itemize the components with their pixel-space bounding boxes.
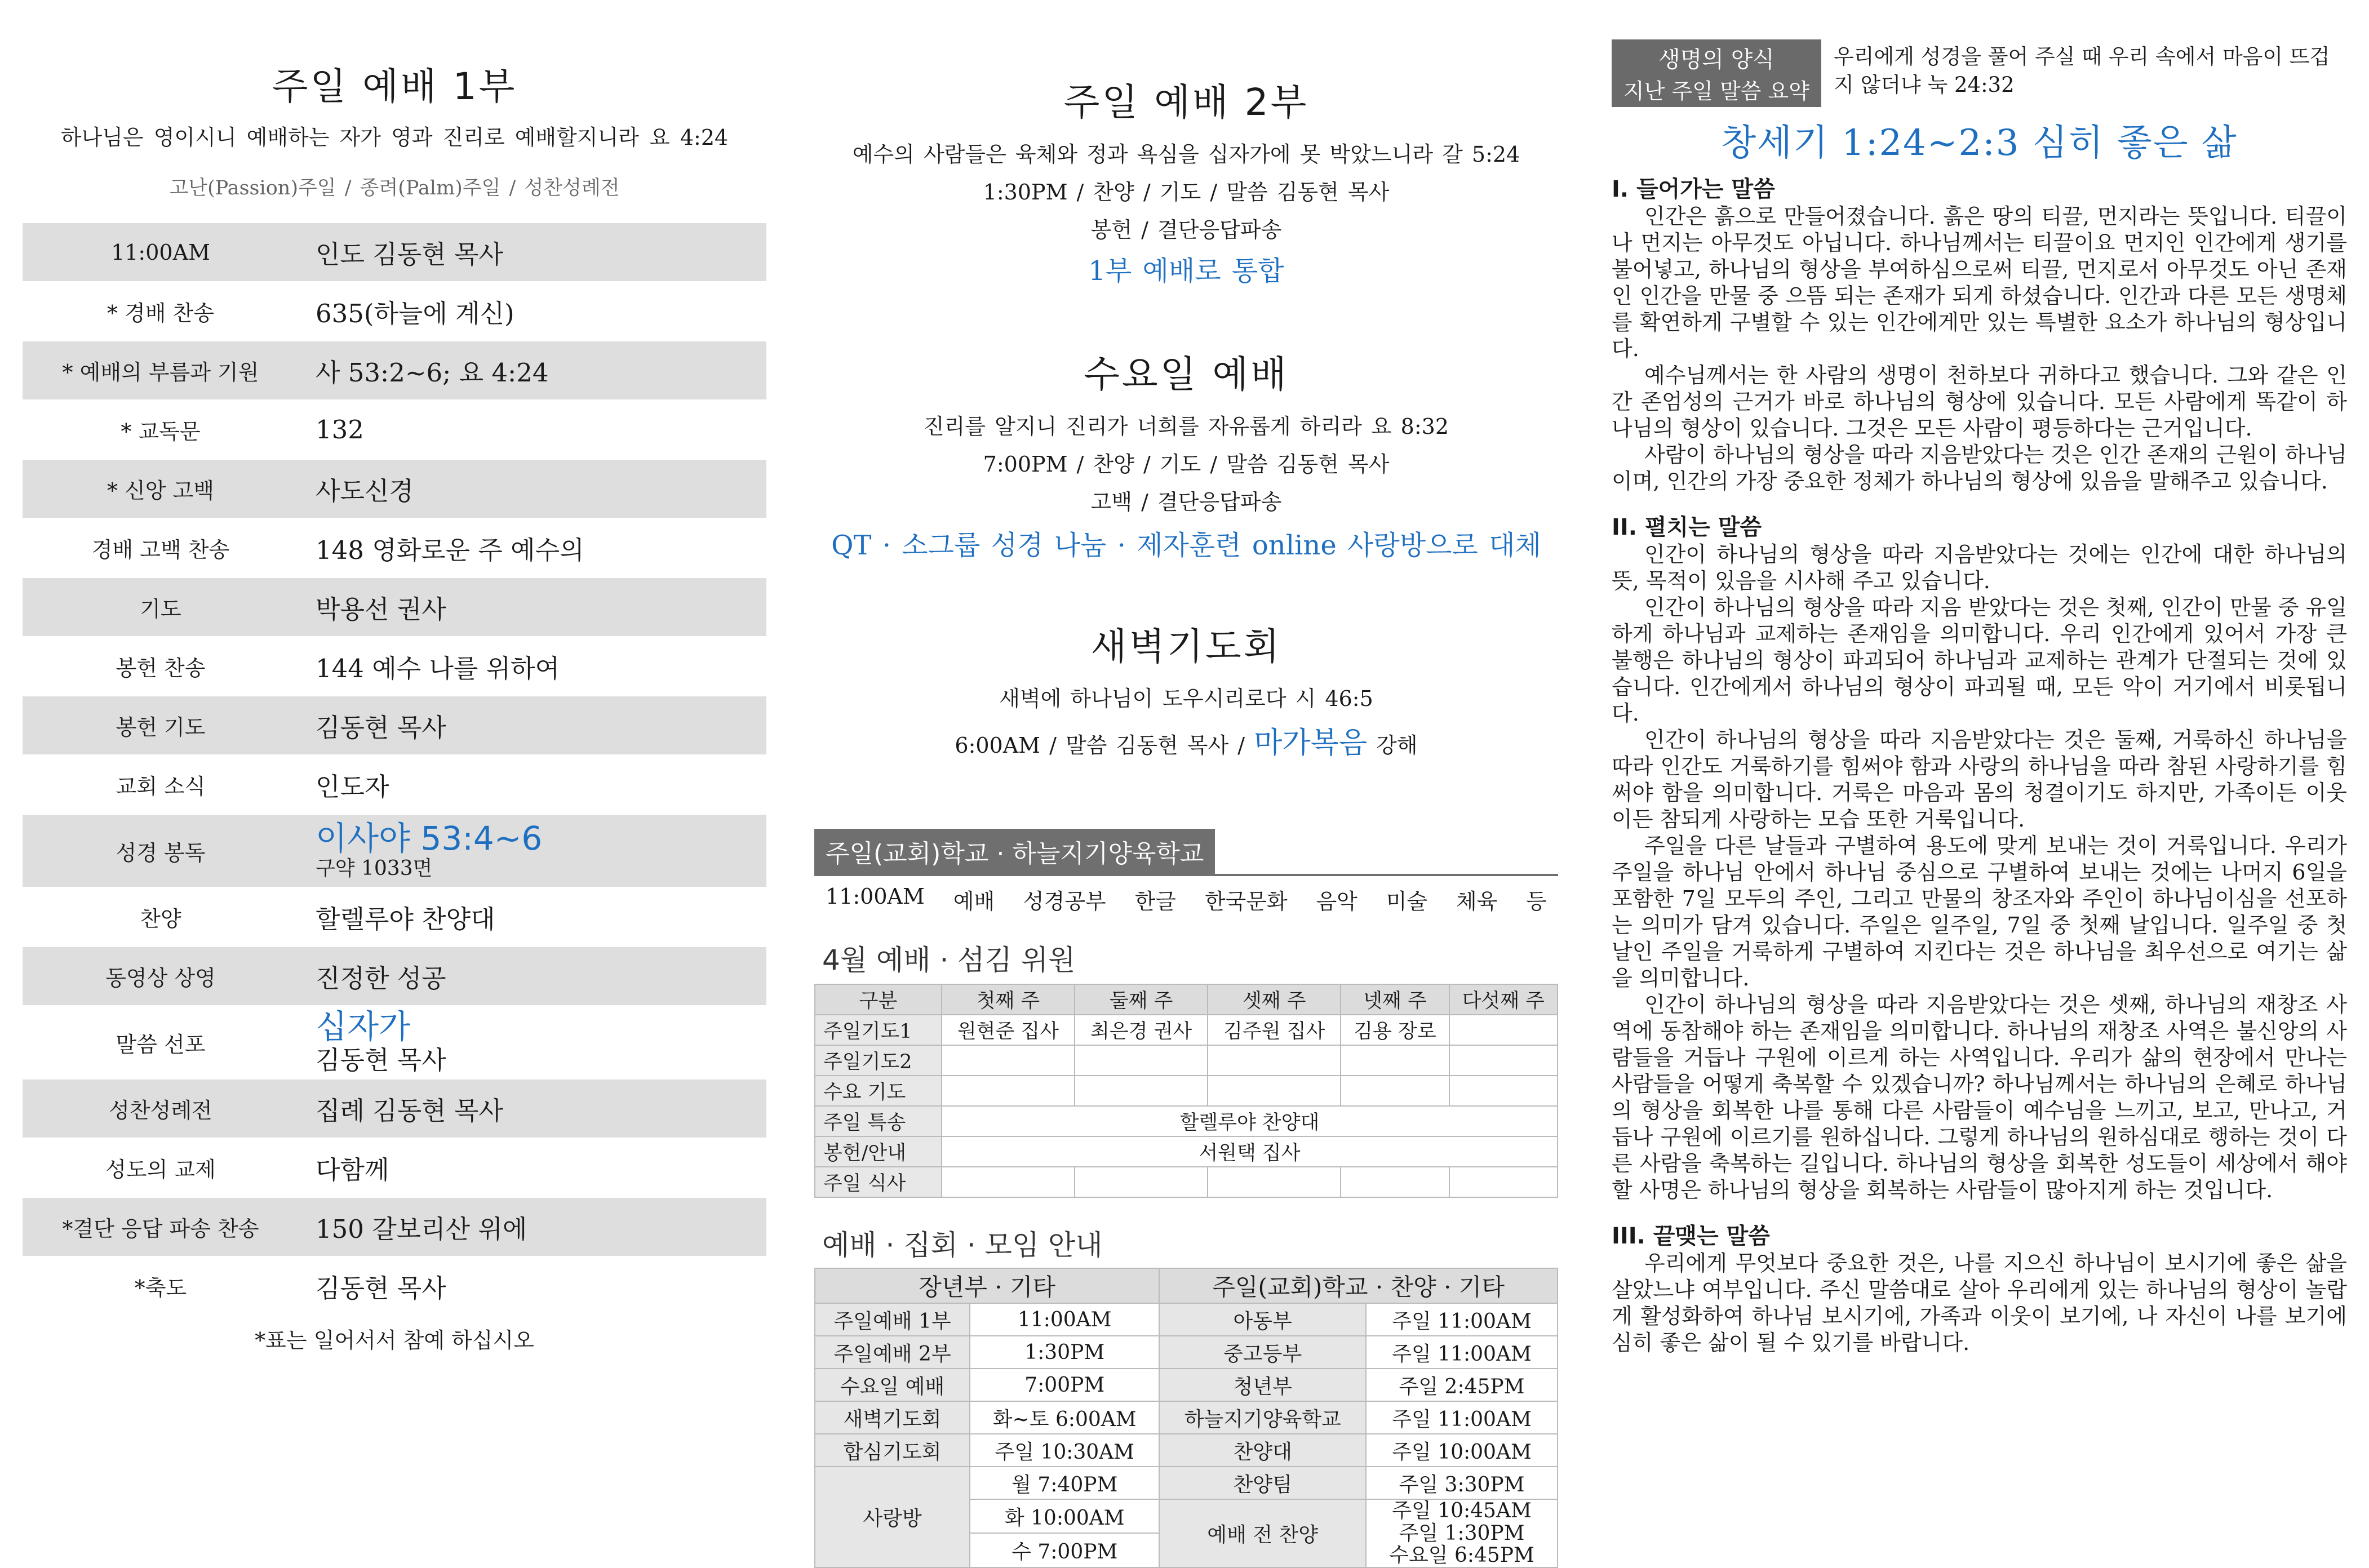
worship2-notice: 1부 예배로 통합 bbox=[1088, 255, 1284, 287]
sermon-paragraph: 인간이 하나님의 형상을 따라 지음받았다는 것은 셋째, 하나님의 재창조 사역에 동참해야 하는 존재임을 의미합니다. 하나님의 재창조 사역은 불신앙의 사람들을 거듭나 구원에 이르게 하는 사역입니다. 우리가 삶의 현장에서 만나는 사람들을 어떻게 축복할 수 있겠습니까? 하나님께서는 하나님의 은혜로 하나님의 형상을 회복한 나를 통해 다른 사람들이 예수님을 느끼고, 보고, 만나고, 거듭나 구원에 이르기를 원하십니다. 그렇게 하나님의 원하심대로 행하는 것이 다른 사람을 축복하는 길입니다. 하나님의 형상을 회복한 성도들이 세상에서 해야 할 사명은 하나님의 형상을 회복하는 사람들이 많아지게 하는 것입니다. bbox=[1612, 992, 2347, 1202]
sermon-tag1: 생명의 양식 bbox=[1658, 47, 1774, 73]
order-label: 성경 봉독 bbox=[116, 840, 206, 865]
dawn-title: 새벽기도회 bbox=[1090, 625, 1282, 668]
standing-note: *표는 일어서서 참예 하십시오 bbox=[255, 1328, 534, 1353]
guide-label: 새벽기도회 bbox=[815, 1401, 970, 1434]
committee-cell bbox=[942, 1167, 1075, 1197]
sermon-header bbox=[1612, 39, 2347, 107]
order-value-highlight: 이사야 53:4~6 bbox=[316, 819, 543, 858]
school-item: 성경공부 bbox=[1023, 889, 1106, 914]
committee-cell bbox=[942, 1045, 1075, 1076]
worship2-title: 주일 예배 2부 bbox=[1063, 81, 1309, 124]
committee-cell: 최은경 권사 bbox=[1075, 1015, 1208, 1045]
committee-header: 넷째 주 bbox=[1341, 984, 1449, 1015]
order-value: 할렐루야 찬양대 bbox=[316, 904, 495, 934]
sermon-section1: I. 들어가는 말씀 bbox=[1612, 176, 1775, 202]
sermon-paragraph: 인간이 하나님의 형상을 따라 지음받았다는 것에는 인간에 대한 하나님의 뜻, 목적이 있음을 시사해 주고 있습니다. bbox=[1612, 542, 2347, 593]
order-value: 사 53:2~6; 요 4:24 bbox=[316, 358, 549, 388]
committee-cell: 김용 장로 bbox=[1341, 1015, 1449, 1045]
committee-header: 셋째 주 bbox=[1208, 984, 1341, 1015]
sermon-paragraph: 우리에게 무엇보다 중요한 것은, 나를 지으신 하나님이 보시기에 좋은 삶을 살았느냐 여부입니다. 주신 말씀대로 살아 우리에게 있는 하나님의 형상이 놀랍게 활성화하여 하나님 보시기에, 가족과 이웃이 보기에, 나 자신이 나를 보기에 심히 좋은 삶이 될 수 있기를 바랍니다. bbox=[1612, 1251, 2347, 1355]
committee-table bbox=[814, 984, 1558, 1198]
sermon-section3: III. 끝맺는 말씀 bbox=[1612, 1223, 1770, 1249]
committee-row-label: 수요 기도 bbox=[815, 1076, 942, 1106]
sermon-tag2: 지난 주일 말씀 요약 bbox=[1623, 79, 1809, 104]
wednesday-line1: 7:00PM / 찬양 / 기도 / 말씀 김동현 목사 bbox=[983, 452, 1390, 477]
order-value-cell bbox=[299, 470, 766, 507]
sarang-label: 사랑방 bbox=[815, 1467, 970, 1567]
worship1-title: 주일 예배 1부 bbox=[272, 65, 517, 108]
guide-label: 주일예배 2부 bbox=[815, 1336, 970, 1369]
order-label: 기도 bbox=[140, 597, 181, 621]
sarang-time: 수 7:00PM bbox=[970, 1533, 1159, 1567]
guide-value: 화~토 6:00AM bbox=[970, 1401, 1159, 1434]
worship1-season: 고난(Passion)주일 / 종려(Palm)주일 / 성찬성례전 bbox=[169, 177, 620, 199]
committee-cell bbox=[942, 1076, 1075, 1106]
order-row bbox=[23, 578, 766, 636]
committee-title: 4월 예배 · 섬김 위원 bbox=[822, 944, 1076, 976]
sermon-section2: II. 펼치는 말씀 bbox=[1612, 514, 1762, 540]
order-value: 132 bbox=[316, 415, 364, 445]
committee-row-label: 봉헌/안내 bbox=[815, 1136, 942, 1167]
committee-cell bbox=[1208, 1076, 1341, 1106]
guide-label: 찬양팀 bbox=[1159, 1467, 1366, 1499]
order-row bbox=[23, 756, 766, 814]
order-value-cell bbox=[299, 648, 766, 685]
order-label: *결단 응답 파송 찬송 bbox=[62, 1216, 259, 1241]
dawn-highlight: 마가복음 bbox=[1254, 726, 1368, 760]
dawn-line-pre: 6:00AM / 말씀 김동현 목사 / bbox=[955, 733, 1245, 758]
guide-right-header: 주일(교회)학교 · 찬양 · 기타 bbox=[1159, 1268, 1558, 1303]
order-value: 인도자 bbox=[316, 772, 389, 802]
order-value-cell bbox=[299, 1090, 766, 1127]
order-value-cell bbox=[299, 899, 766, 935]
order-label: * 경배 찬송 bbox=[107, 301, 214, 326]
guide-value: 주일 11:00AM bbox=[1366, 1336, 1558, 1369]
committee-row bbox=[815, 1045, 1558, 1076]
guide-left-header: 장년부 · 기타 bbox=[815, 1268, 1159, 1303]
committee-row bbox=[815, 1167, 1558, 1197]
praise-times bbox=[1366, 1499, 1558, 1567]
order-label: 말씀 선포 bbox=[116, 1032, 206, 1057]
order-value-cell bbox=[299, 766, 766, 803]
guide-row bbox=[815, 1434, 1558, 1467]
sermon-title: 창세기 1:24~2:3 심히 좋은 삶 bbox=[1721, 122, 2238, 164]
order-of-service bbox=[23, 223, 766, 1315]
school-item: 한국문화 bbox=[1204, 889, 1288, 914]
committee-header: 둘째 주 bbox=[1075, 984, 1208, 1015]
committee-cell: 원현준 집사 bbox=[942, 1015, 1075, 1045]
school-item: 등 bbox=[1526, 889, 1547, 914]
order-value: 144 예수 나를 위하여 bbox=[316, 654, 560, 683]
committee-cell bbox=[1341, 1076, 1449, 1106]
order-label: 11:00AM bbox=[111, 239, 210, 265]
committee-cell bbox=[1341, 1167, 1449, 1197]
order-value-cell bbox=[299, 415, 766, 445]
guide-label: 합심기도회 bbox=[815, 1434, 970, 1467]
guide-row bbox=[815, 1369, 1558, 1401]
order-value: 박용선 권사 bbox=[316, 594, 446, 624]
sermon-quote: 우리에게 성경을 풀어 주실 때 우리 속에서 마음이 뜨겁지 않더냐 눅 24:32 bbox=[1834, 45, 2330, 97]
committee-cell bbox=[1449, 1015, 1558, 1045]
guide-title: 예배 · 집회 · 모임 안내 bbox=[822, 1229, 1103, 1261]
order-value-cell bbox=[299, 707, 766, 744]
order-value: 김동현 목사 bbox=[316, 1273, 446, 1303]
committee-cell bbox=[1075, 1167, 1208, 1197]
school-items bbox=[814, 876, 1558, 915]
order-value-sub: 김동현 목사 bbox=[316, 1045, 446, 1075]
school-bar-label: 주일(교회)학교 · 하늘지기양육학교 bbox=[814, 829, 1215, 874]
sermon-paragraph: 예수님께서는 한 사람의 생명이 천하보다 귀하다고 했습니다. 그와 같은 인간 존엄성의 근거가 바로 하나님의 형상에 있습니다. 모든 사람에게 똑같이 하나님의 형상이 있습니다. 그것은 모든 사람이 평등하다는 근거입니다. bbox=[1612, 363, 2347, 441]
committee-cell bbox=[1341, 1045, 1449, 1076]
order-value-cell bbox=[299, 1149, 766, 1186]
school-item: 미술 bbox=[1386, 889, 1428, 914]
guide-row bbox=[815, 1401, 1558, 1434]
order-label: 찬양 bbox=[140, 907, 181, 931]
guide-value: 주일 10:00AM bbox=[1366, 1434, 1558, 1467]
order-row bbox=[23, 1080, 766, 1138]
committee-row bbox=[815, 1015, 1558, 1045]
order-label: 경배 고백 찬송 bbox=[91, 538, 230, 562]
order-value-cell bbox=[299, 530, 766, 566]
sermon-paragraph: 인간이 하나님의 형상을 따라 지음 받았다는 것은 첫째, 인간이 만물 중 유일하게 하나님과 교제하는 존재임을 의미합니다. 우리 인간에게 있어서 가장 큰 불행은 하나님의 형상이 파괴되어 하나님과 교제하는 관계가 단절되는 것에 있습니다. 인간에게서 하나님의 형상이 파괴될 때, 모든 악이 거기에서 비롯됩니다. bbox=[1612, 595, 2347, 726]
order-value-cell bbox=[299, 1009, 766, 1076]
order-row bbox=[23, 341, 766, 399]
school-item: 11:00AM bbox=[826, 884, 925, 909]
guide-value: 주일 2:45PM bbox=[1366, 1369, 1558, 1401]
committee-header-row bbox=[815, 984, 1558, 1015]
school-item: 예배 bbox=[953, 889, 995, 914]
committee-cell: 김주원 집사 bbox=[1208, 1015, 1341, 1045]
guide-row bbox=[815, 1303, 1558, 1336]
guide-label: 주일예배 1부 bbox=[815, 1303, 970, 1336]
worship1-column bbox=[23, 0, 766, 1437]
committee-row bbox=[815, 1106, 1558, 1136]
order-row bbox=[23, 947, 766, 1005]
order-value-cell bbox=[299, 234, 766, 270]
order-row bbox=[23, 888, 766, 946]
guide-value: 주일 3:30PM bbox=[1366, 1467, 1558, 1499]
order-value: 635(하늘에 계신) bbox=[316, 299, 514, 328]
order-value-highlight: 십자가 bbox=[316, 1007, 411, 1046]
order-label: * 예배의 부름과 기원 bbox=[62, 360, 259, 385]
committee-row-label: 주일기도1 bbox=[815, 1015, 942, 1045]
worship2-verse: 예수의 사람들은 육체와 정과 욕심을 십자가에 못 박았느니라 갈 5:24 bbox=[852, 142, 1520, 167]
order-value-cell bbox=[299, 293, 766, 330]
committee-row-label: 주일 특송 bbox=[815, 1106, 942, 1136]
school-item: 체육 bbox=[1456, 889, 1498, 914]
praise-time: 수요일 6:45PM bbox=[1389, 1544, 1534, 1567]
order-row bbox=[23, 401, 766, 459]
sermon-tag bbox=[1612, 39, 1821, 107]
guide-row bbox=[815, 1467, 1558, 1499]
guide-label: 찬양대 bbox=[1159, 1434, 1366, 1467]
order-row bbox=[23, 1139, 766, 1197]
order-row bbox=[23, 223, 766, 281]
committee-row-label: 주일 식사 bbox=[815, 1167, 942, 1197]
order-row bbox=[23, 519, 766, 577]
committee-row-label: 주일기도2 bbox=[815, 1045, 942, 1076]
order-row bbox=[23, 1257, 766, 1315]
committee-cell bbox=[1075, 1076, 1208, 1106]
wednesday-title: 수요일 예배 bbox=[1084, 353, 1289, 396]
order-label: * 교독문 bbox=[121, 419, 201, 444]
committee-cell bbox=[1208, 1167, 1341, 1197]
committee-span-cell: 할렐루야 찬양대 bbox=[942, 1106, 1558, 1136]
sermon-paragraph: 인간은 흙으로 만들어졌습니다. 흙은 땅의 티끌, 먼지라는 뜻입니다. 티끌이나 먼지는 아무것도 아닙니다. 하나님께서는 티끌이요 먼지인 인간에게 생기를 불어넣고, 하나님의 형상을 부여하심으로써 티끌, 먼지로서 아무것도 아닌 존재인 인간을 만물 중 으뜸 되는 존재가 되게 하셨습니다. 인간과 다른 모든 생명체를 확연하게 구별할 수 있는 인간에게만 있는 특별한 요소가 하나님의 형상입니다. bbox=[1612, 204, 2347, 361]
order-value-cell bbox=[299, 821, 766, 881]
order-row bbox=[23, 460, 766, 518]
order-value-cell bbox=[299, 352, 766, 389]
order-label: 봉헌 찬송 bbox=[116, 656, 206, 681]
wednesday-line2: 고백 / 결단응답파송 bbox=[1090, 490, 1282, 514]
order-row bbox=[23, 815, 766, 887]
order-value: 148 영화로운 주 예수의 bbox=[316, 535, 584, 565]
school-bar bbox=[814, 829, 1558, 876]
committee-row bbox=[815, 1136, 1558, 1167]
praise-time: 주일 1:30PM bbox=[1399, 1521, 1525, 1545]
order-value: 인도 김동현 목사 bbox=[316, 239, 503, 269]
dawn-line bbox=[814, 719, 1558, 761]
committee-cell bbox=[1208, 1045, 1341, 1076]
order-value-cell bbox=[299, 1209, 766, 1245]
order-value-cell bbox=[299, 958, 766, 994]
guide-value: 11:00AM bbox=[970, 1303, 1159, 1336]
order-label: 교회 소식 bbox=[116, 774, 206, 799]
guide-label: 중고등부 bbox=[1159, 1336, 1366, 1369]
guide-label: 청년부 bbox=[1159, 1369, 1366, 1401]
committee-header: 다섯째 주 bbox=[1449, 984, 1558, 1015]
guide-table bbox=[814, 1268, 1558, 1568]
order-value: 김동현 목사 bbox=[316, 713, 446, 743]
worship2-line1: 1:30PM / 찬양 / 기도 / 말씀 김동현 목사 bbox=[983, 180, 1390, 205]
order-row bbox=[23, 696, 766, 754]
order-value: 사도신경 bbox=[316, 476, 414, 506]
order-label: 봉헌 기도 bbox=[116, 715, 206, 740]
wednesday-verse: 진리를 알지니 진리가 너희를 자유롭게 하리라 요 8:32 bbox=[923, 414, 1449, 439]
guide-label: 하늘지기양육학교 bbox=[1159, 1401, 1366, 1434]
committee-cell bbox=[1075, 1045, 1208, 1076]
committee-row bbox=[815, 1076, 1558, 1106]
order-label: 동영상 상영 bbox=[105, 966, 216, 990]
order-row bbox=[23, 282, 766, 340]
sarang-time: 월 7:40PM bbox=[970, 1467, 1159, 1499]
sermon-column bbox=[1612, 0, 2347, 1437]
committee-cell bbox=[1449, 1167, 1558, 1197]
order-value-sub: 구약 1033면 bbox=[316, 857, 433, 881]
guide-label: 수요일 예배 bbox=[815, 1369, 970, 1401]
sermon-paragraph: 주일을 다른 날들과 구별하여 용도에 맞게 보내는 것이 거룩입니다. 우리가 주일을 하나님 안에서 하나님 중심으로 구별하여 보내는 것에는 나머지 6일을 포함한 7일 모두의 주인, 그리고 만물의 창조자와 주인이 하나님이심을 선포하는 의미가 담겨 있습니다. 주일은 일주일, 7일 중 첫째 날입니다. 일주일 중 첫날인 주일을 거룩하게 구별하여 지킨다는 것은 하나님을 최우선으로 여기는 삶을 의미합니다. bbox=[1612, 833, 2347, 990]
order-value: 집례 김동현 목사 bbox=[316, 1096, 503, 1126]
sermon-paragraph: 인간이 하나님의 형상을 따라 지음받았다는 것은 둘째, 거룩하신 하나님을 따라 인간도 거룩하기를 힘써야 함과 사랑의 하나님을 따라 참된 사랑하기를 힘써야 함을 의미합니다. 거룩은 마음과 몸의 청결이기도 하지만, 가족이든 이웃이든 참되게 사랑하는 모습 또한 거룩입니다. bbox=[1612, 727, 2347, 832]
order-row bbox=[23, 1006, 766, 1078]
order-value-cell bbox=[299, 1268, 766, 1304]
order-row bbox=[23, 1198, 766, 1256]
order-row bbox=[23, 637, 766, 695]
sermon-paragraph: 사람이 하나님의 형상을 따라 지음받았다는 것은 인간 존재의 근원이 하나님이며, 인간의 가장 중요한 정체가 하나님의 형상에 있음을 말해주고 있습니다. bbox=[1612, 442, 2347, 494]
schedule-column bbox=[814, 0, 1558, 1567]
committee-cell bbox=[1449, 1045, 1558, 1076]
guide-value: 주일 10:30AM bbox=[970, 1434, 1159, 1467]
worship1-verse: 하나님은 영이시니 예배하는 자가 영과 진리로 예배할지니라 요 4:24 bbox=[60, 125, 729, 150]
school-item: 음악 bbox=[1316, 889, 1357, 914]
order-label: * 신앙 고백 bbox=[107, 478, 214, 503]
order-value-cell bbox=[299, 589, 766, 625]
dawn-line-post: 강해 bbox=[1376, 733, 1418, 758]
order-label: *축도 bbox=[134, 1276, 187, 1300]
order-value: 다함께 bbox=[316, 1155, 389, 1185]
guide-value: 주일 11:00AM bbox=[1366, 1303, 1558, 1336]
sarang-time: 화 10:00AM bbox=[970, 1499, 1159, 1533]
school-item: 한글 bbox=[1134, 889, 1176, 914]
guide-header-row bbox=[815, 1268, 1558, 1303]
order-label: 성찬성례전 bbox=[109, 1098, 212, 1123]
worship2-line2: 봉헌 / 결단응답파송 bbox=[1090, 217, 1282, 242]
order-label: 성도의 교제 bbox=[105, 1157, 216, 1182]
guide-value: 주일 11:00AM bbox=[1366, 1401, 1558, 1434]
committee-header: 첫째 주 bbox=[942, 984, 1075, 1015]
order-value: 150 갈보리산 위에 bbox=[316, 1214, 527, 1244]
guide-value: 7:00PM bbox=[970, 1369, 1159, 1401]
dawn-verse: 새벽에 하나님이 도우시리로다 시 46:5 bbox=[999, 686, 1373, 711]
order-value: 진정한 성공 bbox=[316, 963, 446, 993]
praise-time: 주일 10:45AM bbox=[1392, 1499, 1532, 1522]
committee-span-cell: 서원택 집사 bbox=[942, 1136, 1558, 1167]
praise-label: 예배 전 찬양 bbox=[1159, 1499, 1366, 1567]
guide-value: 1:30PM bbox=[970, 1336, 1159, 1369]
committee-header: 구분 bbox=[815, 984, 942, 1015]
guide-row bbox=[815, 1336, 1558, 1369]
committee-cell bbox=[1449, 1076, 1558, 1106]
guide-label: 아동부 bbox=[1159, 1303, 1366, 1336]
wednesday-notice: QT · 소그룹 성경 나눔 · 제자훈련 online 사랑방으로 대체 bbox=[831, 530, 1541, 561]
